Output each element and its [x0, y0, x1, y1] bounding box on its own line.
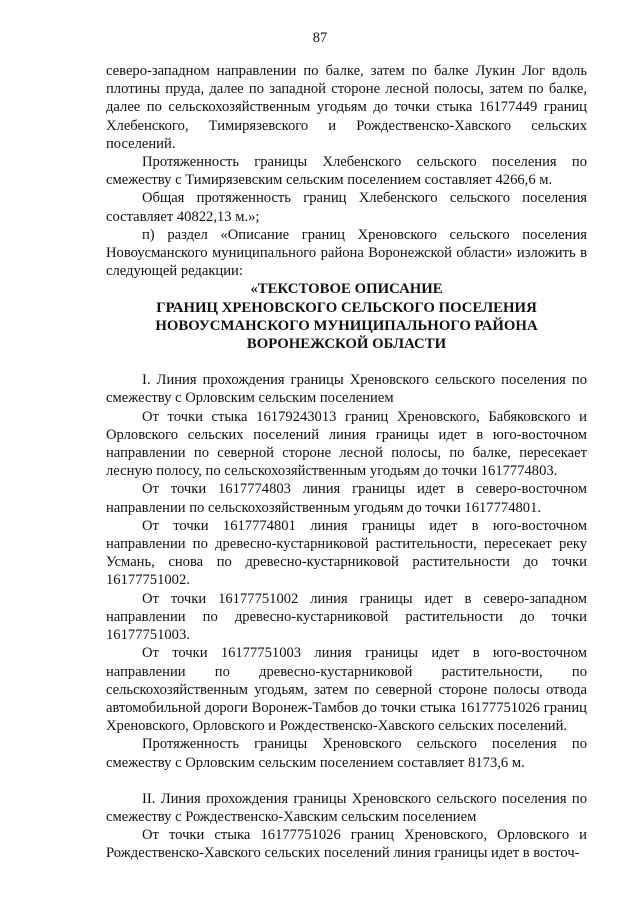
body-text [106, 62, 587, 863]
section-heading [106, 280, 587, 353]
paragraph: От точки 16177751003 линия границы идет в юго-восточном направлении по древесно-кустарниковой растительности, по сельскохозяйственным угодьям, затем по северной стороне полосы отвода автомобильной дороги Воронеж-Тамбов до точки стыка 16177751026 границ Хреновского, Орловского и Рождественско-Хавского сельских поселений. [106, 645, 587, 735]
paragraph: От точки 1617774803 линия границы идет в северо-восточном направлении по сельскохозяйственным угодьям до точки 1617774801. [106, 481, 587, 516]
paragraph: северо-западном направлении по балке, затем по балке Лукин Лог вдоль плотины пруда, далее по западной стороне лесной полосы, затем по балке, далее по сельскохозяйственным угодьям до точки стыка 16177449 границ Хлебенского, Тимирязевского и Рождественско-Хавского сельских поселений. [106, 63, 587, 152]
paragraph: п) раздел «Описание границ Хреновского сельского поселения Новоусманского муниципального района Воронежской области» изложить в следующей редакции: [106, 226, 587, 280]
page-number: 87 [312, 30, 328, 46]
paragraph: От точки стыка 16179243013 границ Хреновского, Бабяковского и Орловского сельских поселений линия границы идет в юго-восточном направлении по северной стороне лесной полосы, по балке, пересекает лесную полосу, по сельскохозяйственным угодьям до точки 1617774803. [106, 408, 587, 480]
paragraph: От точки стыка 16177751026 границ Хреновского, Орловского и Рождественско-Хавского сельских поселений линия границы идет в восточ- [106, 827, 587, 862]
heading-line: «ТЕКСТОВОЕ ОПИСАНИЕ [250, 281, 443, 298]
section-1-title: I. Линия прохождения границы Хреновского сельского поселения по смежеству с Орловским сельским поселением [106, 372, 587, 407]
heading-line: ГРАНИЦ ХРЕНОВСКОГО СЕЛЬСКОГО ПОСЕЛЕНИЯ [156, 299, 537, 316]
paragraph: Общая протяженность границ Хлебенского сельского поселения составляет 40822,13 м.»; [106, 190, 587, 225]
paragraph: Протяженность границы Хлебенского сельского поселения по смежеству с Тимирязевским сельским поселением составляет 4266,6 м. [106, 154, 587, 189]
heading-line: ВОРОНЕЖСКОЙ ОБЛАСТИ [246, 336, 447, 353]
paragraph: От точки 1617774801 линия границы идет в юго-восточном направлении по древесно-кустарниковой растительности, пересекает реку Усмань, снова по древесно-кустарниковой растительности до точки 16177751002. [106, 517, 587, 589]
paragraph: Протяженность границы Хреновского сельского поселения по смежеству с Орловским сельским поселением составляет 8173,6 м. [106, 736, 587, 771]
heading-line: НОВОУСМАНСКОГО МУНИЦИПАЛЬНОГО РАЙОНА [155, 317, 538, 334]
paragraph: От точки 16177751002 линия границы идет в северо-западном направлении по древесно-кустарниковой растительности до точки 16177751003. [106, 590, 587, 644]
section-2-title: II. Линия прохождения границы Хреновского сельского поселения по смежеству с Рождественско-Хавским сельским поселением [106, 790, 587, 825]
